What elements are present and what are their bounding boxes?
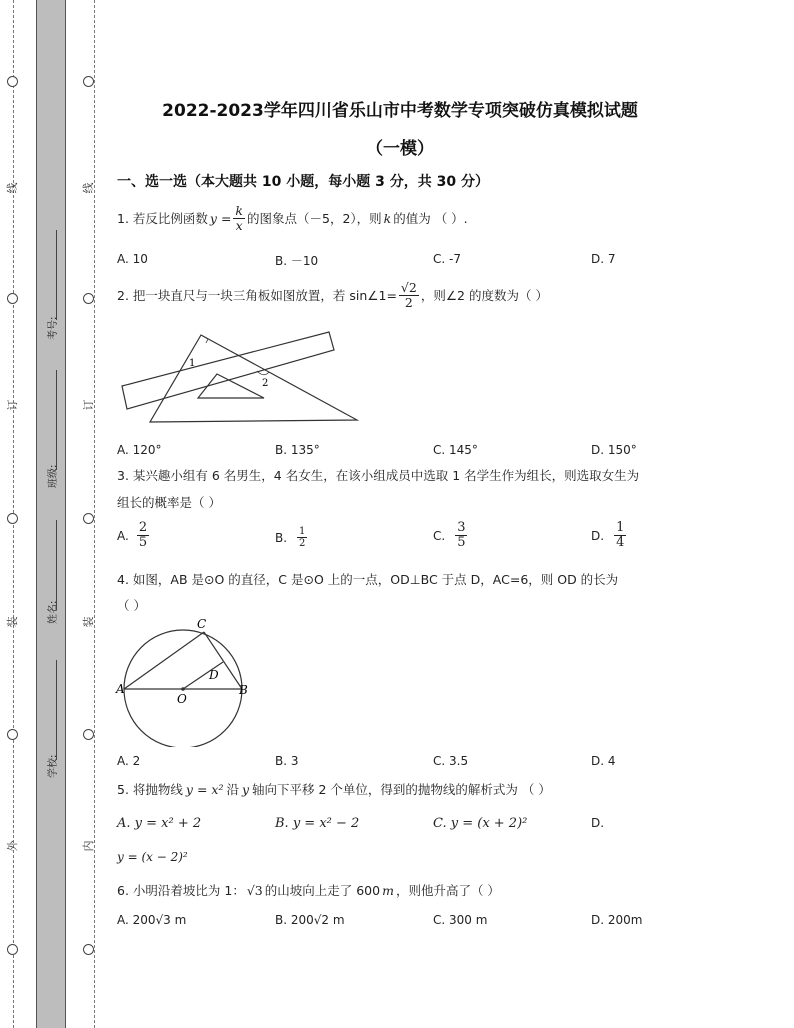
q6-post: 的山坡向上走了 600 — [264, 883, 381, 898]
q5-post: 轴向下平移 2 个单位，得到的抛物线的解析式为 （ ） — [252, 782, 551, 797]
q3-d-num: 1 — [616, 520, 625, 535]
punch-hole — [7, 729, 18, 740]
inner-word-zhuang: 装 — [82, 616, 95, 628]
question-3-line2: 组长的概率是（ ） — [117, 495, 221, 510]
label-a: A — [116, 682, 125, 696]
q6-pre: 6. 小明沿着坡比为 1： — [117, 883, 245, 898]
q2-option-d: D. 150° — [591, 443, 637, 457]
q3-option-a-frac — [137, 521, 149, 551]
q5-expr: y = x² — [185, 781, 224, 797]
section-heading: 一、选一选（本大题共 10 小题，每小题 3 分，共 30 分） — [117, 174, 489, 190]
q3-option-b-letter: B. — [275, 530, 288, 545]
q1-pre: 1. 若反比例函数 — [117, 211, 208, 227]
punch-hole — [83, 944, 94, 955]
q1-option-d: D. 7 — [591, 252, 616, 266]
q1-k: k — [383, 210, 392, 226]
q6-option-d: D. 200m — [591, 913, 643, 927]
page-title: 2022-2023学年四川省乐山市中考数学专项突破仿真模拟试题 — [162, 101, 638, 121]
q3-option-d-letter: D. — [591, 528, 605, 543]
q4-figure — [114, 617, 254, 747]
q6-option-b: B. 200√2 m — [275, 913, 345, 927]
q3-d-den: 4 — [616, 535, 625, 551]
q3-option-d — [591, 521, 626, 551]
field-exam-number: 考号: — [48, 316, 59, 340]
label-d: D — [209, 668, 219, 682]
q2-frac-den: 2 — [404, 294, 413, 310]
q4-option-d: D. 4 — [591, 754, 616, 768]
q5-option-d-expr: y = (x − 2)² — [117, 850, 188, 864]
q4-option-a: A. 2 — [117, 754, 141, 768]
q1-fraction — [233, 204, 245, 233]
q3-b-den: 2 — [299, 538, 306, 549]
q1-option-b: B. －10 — [275, 254, 319, 268]
q1-y: y = — [209, 210, 232, 226]
q5-pre: 5. 将抛物线 — [117, 782, 183, 797]
q5-option-b: B. y = x² − 2 — [275, 816, 360, 831]
q3-option-a-letter: A. — [117, 528, 129, 543]
q3-c-den: 5 — [457, 535, 466, 551]
q6-post2: ，则他升高了（ ） — [395, 883, 500, 898]
q6-option-a: A. 200√3 m — [117, 913, 187, 927]
outer-word-zhuang: 装 — [6, 616, 19, 628]
punch-hole — [83, 729, 94, 740]
page-subtitle: （一模） — [366, 139, 434, 159]
q2-option-b: B. 135° — [275, 443, 320, 457]
q3-a-num: 2 — [138, 520, 148, 535]
q1-option-a: A. 10 — [117, 252, 148, 266]
punch-hole — [7, 513, 18, 524]
q2-post: ，则∠2 的度数为（ ） — [420, 288, 548, 304]
field-underline — [56, 660, 57, 760]
q1-frac-num: k — [235, 203, 243, 218]
q5-y: y — [241, 781, 250, 797]
angle-1-label: 1 — [189, 358, 196, 369]
q3-option-a — [117, 521, 149, 551]
q2-fraction — [399, 281, 419, 310]
q1-frac-den: x — [235, 217, 243, 233]
inner-word-nei: 内 — [82, 840, 95, 852]
question-1 — [117, 204, 468, 233]
label-o: O — [177, 692, 187, 706]
center-dot — [181, 687, 185, 691]
angle-2-label: 2 — [262, 378, 269, 389]
field-name: 姓名: — [48, 600, 59, 624]
outer-word-wai: 外 — [6, 840, 19, 852]
punch-hole — [83, 76, 94, 87]
q1-post: 的图象点（－5，2），则 — [247, 211, 382, 227]
q4-option-c: C. 3.5 — [433, 754, 469, 768]
question-2 — [117, 281, 548, 310]
field-underline — [56, 230, 57, 320]
punch-hole — [83, 513, 94, 524]
q2-option-c: C. 145° — [433, 443, 478, 457]
outer-word-ding: 订 — [6, 399, 19, 411]
q6-option-c: C. 300 m — [433, 913, 488, 927]
binding-strip — [36, 0, 66, 1028]
q5-mid: 沿 — [226, 782, 239, 797]
question-3-line1: 3. 某兴趣小组有 6 名男生，4 名女生，在该小组成员中选取 1 名学生作为组长，则选取女生为 — [117, 468, 640, 483]
inner-word-xian: 线 — [82, 182, 95, 194]
label-b: B — [239, 683, 248, 697]
inner-cut-line — [94, 0, 95, 1028]
q3-a-den: 5 — [138, 535, 148, 551]
field-school: 学校: — [48, 754, 59, 778]
q4-option-b: B. 3 — [275, 754, 299, 768]
q5-option-a: A. y = x² + 2 — [117, 816, 202, 831]
inner-word-ding: 订 — [82, 399, 95, 411]
label-c: C — [197, 617, 207, 631]
chord-ac — [124, 632, 204, 689]
q3-b-num: 1 — [299, 526, 306, 537]
punch-hole — [83, 293, 94, 304]
q1-post2: 的值为 （ ）. — [393, 211, 468, 227]
q6-m: m — [382, 882, 394, 898]
q2-figure — [117, 326, 367, 426]
question-4-line2: （ ） — [117, 598, 146, 613]
q2-option-a: A. 120° — [117, 443, 162, 457]
punch-hole — [7, 293, 18, 304]
q1-option-c: C. -7 — [433, 252, 461, 266]
question-4-line1: 4. 如图，AB 是⊙O 的直径，C 是⊙O 上的一点，OD⊥BC 于点 D，AC=6，则 OD 的长为 — [117, 572, 619, 587]
field-underline — [56, 370, 57, 470]
q3-option-b — [275, 526, 307, 549]
q3-option-d-frac — [614, 521, 626, 551]
q5-option-c: C. y = (x + 2)² — [433, 816, 528, 831]
punch-hole — [7, 76, 18, 87]
punch-hole — [7, 944, 18, 955]
q3-option-c-letter: C. — [433, 528, 446, 543]
q2-frac-num: √2 — [400, 280, 417, 295]
field-underline — [56, 520, 57, 610]
question-6 — [117, 881, 500, 899]
triangle-outer — [150, 335, 357, 422]
q2-pre: 2. 把一块直尺与一块三角板如图放置，若 sin∠1= — [117, 288, 397, 304]
q3-c-num: 3 — [457, 520, 466, 535]
outer-word-xian: 线 — [6, 182, 19, 194]
q3-option-b-frac — [297, 526, 307, 549]
question-5 — [117, 780, 551, 798]
q6-root: √3 — [246, 882, 263, 898]
triangle-inner — [198, 374, 264, 398]
q5-option-d: D. — [591, 816, 605, 830]
field-class: 班级: — [48, 464, 59, 488]
q3-option-c — [433, 521, 467, 551]
q3-option-c-frac — [455, 521, 467, 551]
